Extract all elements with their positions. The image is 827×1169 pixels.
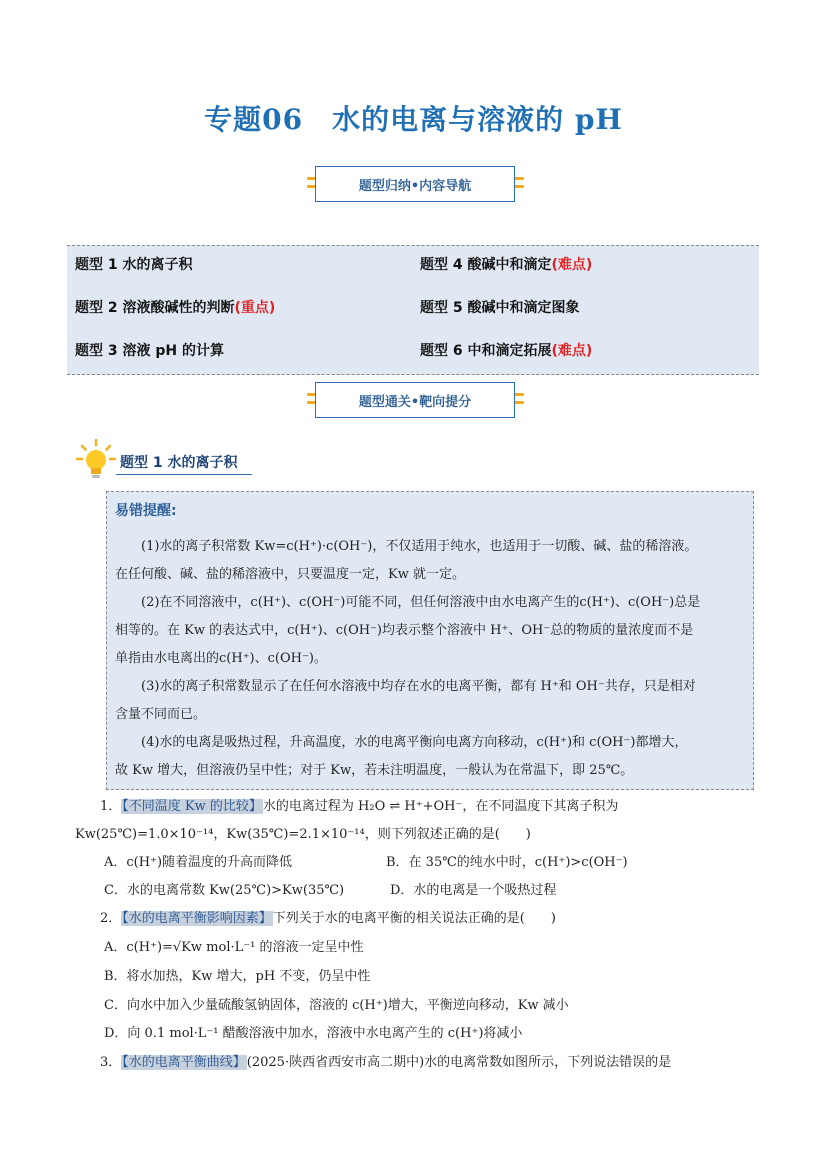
tip-paragraph-2-line-2: 相等的。在 Kw 的表达式中，c(H⁺)、c(OH⁻)均表示整个溶液中 H⁺、OH⁻总的物质的量浓度而不是 (115, 623, 694, 638)
question-2-stem (100, 907, 556, 926)
common-mistakes-box (106, 491, 754, 790)
question-1-option-d[interactable]: D．水的电离是一个吸热过程 (390, 883, 557, 898)
nav-item-label: 题型 3 溶液 pH 的计算 (75, 343, 224, 359)
nav-item-topic-2[interactable] (75, 297, 275, 317)
question-1-stem-line-2: Kw(25℃)=1.0×10⁻¹⁴，Kw(35℃)=2.1×10⁻¹⁴，则下列叙述正确的是( ) (75, 827, 531, 842)
question-2-option-d[interactable]: D．向 0.1 mol·L⁻¹ 醋酸溶液中加水，溶液中水电离产生的 c(H⁺)将减小 (104, 1026, 523, 1041)
nav-item-badge: (重点) (234, 300, 276, 316)
tip-paragraph-4-line-2: 故 Kw 增大，但溶液仍呈中性；对于 Kw，若未注明温度，一般认为在常温下，即 25℃。 (115, 763, 634, 778)
question-1-option-a[interactable]: A．c(H⁺)随着温度的升高而降低 (104, 855, 293, 870)
question-1-option-b[interactable]: B．在 35℃的纯水中时，c(H⁺)>c(OH⁻) (386, 855, 628, 870)
tip-title: 易错提醒: (115, 503, 177, 519)
nav-item-label: 题型 4 酸碱中和滴定 (420, 257, 552, 273)
banner-label: 题型通关•靶向提分 (315, 382, 515, 418)
question-1-stem-line-1 (100, 795, 618, 814)
question-2-option-b[interactable]: B．将水加热，Kw 增大，pH 不变，仍呈中性 (104, 969, 371, 984)
nav-item-topic-1[interactable] (75, 254, 193, 274)
section-heading-topic-1 (76, 438, 376, 482)
nav-item-topic-3[interactable] (75, 340, 224, 360)
nav-item-badge: (难点) (551, 343, 593, 359)
banner-label: 题型归纳•内容导航 (315, 166, 515, 202)
question-2-option-a[interactable]: A．c(H⁺)=√Kw mol·L⁻¹ 的溶液一定呈中性 (104, 940, 364, 955)
nav-item-label: 题型 1 水的离子积 (75, 257, 193, 273)
tip-paragraph-3-line-1: (3)水的离子积常数显示了在任何水溶液中均存在水的电离平衡，都有 H⁺和 OH⁻共存，只是相对 (141, 679, 696, 694)
question-2-option-c[interactable]: C．向水中加入少量硫酸氢钠固体，溶液的 c(H⁺)增大，平衡逆向移动，Kw 减小 (104, 998, 569, 1013)
nav-item-label: 题型 6 中和滴定拓展 (420, 343, 552, 359)
page-title: 专题06 水的电离与溶液的 pH (204, 103, 623, 136)
question-number: 2． (100, 911, 122, 926)
section-banner-practice (315, 382, 515, 418)
question-stem-text: (2025·陕西省西安市高二期中)水的电离常数如图所示，下列说法错误的是 (246, 1055, 672, 1070)
tip-paragraph-3-line-2: 含量不同而已。 (115, 707, 207, 722)
question-tag: 【水的电离平衡曲线】 (122, 1055, 246, 1070)
question-stem-text: 下列关于水的电离平衡的相关说法正确的是( ) (272, 911, 556, 926)
tip-paragraph-1-line-2: 在任何酸、碱、盐的稀溶液中，只要温度一定，Kw 就一定。 (115, 567, 465, 582)
nav-item-label: 题型 5 酸碱中和滴定图象 (420, 300, 580, 316)
lightbulb-icon (76, 438, 116, 482)
section-heading-label: 题型 1 水的离子积 (120, 455, 238, 471)
tip-paragraph-2-line-1: (2)在不同溶液中，c(H⁺)、c(OH⁻)可能不同，但任何溶液中由水电离产生的c(H⁺)、c(OH⁻)总是 (141, 595, 701, 610)
nav-item-badge: (难点) (551, 257, 593, 273)
question-3-stem (100, 1051, 671, 1070)
nav-item-topic-6[interactable] (420, 340, 592, 360)
nav-item-topic-4[interactable] (420, 254, 592, 274)
question-number: 3． (100, 1055, 122, 1070)
topic-navigation-box (67, 245, 759, 375)
question-number: 1． (100, 799, 122, 814)
question-tag: 【水的电离平衡影响因素】 (122, 911, 272, 926)
tip-paragraph-4-line-1: (4)水的电离是吸热过程，升高温度，水的电离平衡向电离方向移动，c(H⁺)和 c(OH⁻)都增大， (141, 735, 688, 750)
nav-item-topic-5[interactable] (420, 297, 580, 317)
nav-item-label: 题型 2 溶液酸碱性的判断 (75, 300, 235, 316)
question-stem: 水的电离过程为 H₂O ⇌ H⁺+OH⁻，在不同温度下其离子积为 (262, 799, 619, 814)
section-banner-navigation (315, 166, 515, 202)
question-1-option-c[interactable]: C．水的电离常数 Kw(25℃)>Kw(35℃) (104, 883, 345, 898)
tip-paragraph-2-line-3: 单指由水电离出的c(H⁺)、c(OH⁻)。 (115, 651, 327, 666)
section-heading-underline (116, 474, 252, 475)
tip-paragraph-1-line-1: (1)水的离子积常数 Kw=c(H⁺)·c(OH⁻)，不仅适用于纯水，也适用于一切酸、碱、盐的稀溶液。 (141, 539, 698, 554)
question-tag: 【不同温度 Kw 的比较】 (122, 799, 262, 814)
